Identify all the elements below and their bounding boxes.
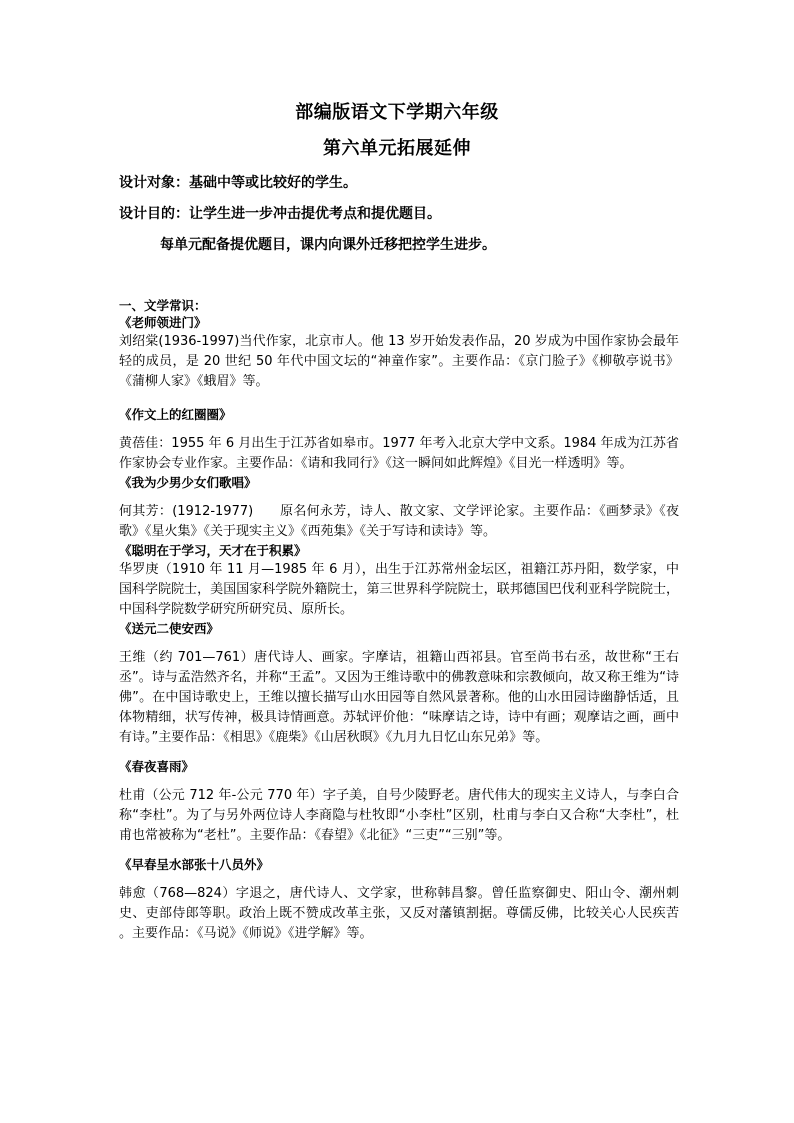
entry-body: 刘绍棠(1936-1997)当代作家，北京市人。他 13 岁开始发表作品，20 岁成为中国作家协会最年轻的成员，是 20 世纪 50 年代中国文坛的“神童作家”。主要作品：《京门脸子》《柳敬亭说书》《蒲柳人家》《蛾眉》等。	[119, 334, 679, 389]
entry-body: 王维（约 701—761）唐代诗人、画家。字摩诘，祖籍山西祁县。官至尚书右丞，故世称“王右丞”。诗与孟浩然齐名，并称“王孟”。又因为王维诗歌中的佛教意味和宗教倾向，故又称王维为“诗佛”。在中国诗歌史上，王维以擅长描写山水田园等自然风景著称。他的山水田园诗幽静恬适，且体物精细，状写传神，极具诗情画意。苏轼评价他：“味摩诘之诗，诗中有画；观摩诘之画，画中有诗。”主要作品：《相思》《鹿柴》《山居秋暝》《九月九日忆山东兄弟》等。	[119, 650, 679, 745]
design-target: 设计对象：基础中等或比较好的学生。	[119, 175, 357, 191]
section-heading: 一、文学常识：	[119, 298, 207, 313]
entry-title: 《早春呈水部张十八员外》	[119, 857, 270, 872]
design-note: 每单元配备提优题目，课内向课外迁移把控学生进步。	[160, 237, 496, 253]
entry-body: 韩愈（768—824）字退之，唐代诗人、文学家，世称韩昌黎。曾任监察御史、阳山令、潮州刺史、吏部侍郎等职。政治上既不赞成改革主张，又反对藩镇割据。尊儒反佛，比较关心人民疾苦 。主要作品：《马说》《师说》《进学解》等。	[119, 886, 679, 941]
entry-title: 《我为少男少女们歌唱》	[119, 475, 257, 490]
entry-body: 何其芳：(1912-1977) 原名何永芳，诗人、散文家、文学评论家。主要作品：《画梦录》《夜歌》《星火集》《关于现实主义》《西苑集》《关于写诗和读诗》等。	[119, 504, 679, 539]
entry-title: 《老师领进门》	[119, 315, 207, 330]
entry-title: 《聪明在于学习，天才在于积累》	[119, 543, 307, 558]
entry-title: 《送元二使安西》	[119, 621, 220, 636]
literature-section	[119, 297, 679, 944]
entry-body: 黄蓓佳：1955 年 6 月出生于江苏省如皋市。1977 年考入北京大学中文系。1984 年成为江苏省作家协会专业作家。主要作品：《请和我同行》《这一瞬间如此辉煌》《目光一样透明》等。	[119, 436, 679, 471]
entry-body: 杜甫（公元 712 年-公元 770 年）字子美，自号少陵野老。唐代伟大的现实主义诗人，与李白合称“李杜”。为了与另外两位诗人李商隐与杜牧即“小李杜”区别，杜甫与李白又合称“大李杜”，杜甫也常被称为“老杜”。主要作品：《春望》《北征》“三吏”“三别”等。	[119, 788, 679, 843]
page-title: 部编版语文下学期六年级	[295, 102, 499, 123]
design-purpose: 设计目的：让学生进一步冲击提优考点和提优题目。	[119, 206, 441, 222]
entry-title: 《作文上的红圈圈》	[119, 407, 232, 422]
page-subtitle: 第六单元拓展延伸	[323, 138, 471, 159]
entry-body: 华罗庚（1910 年 11 月—1985 年 6 月），出生于江苏常州金坛区，祖籍江苏丹阳，数学家，中国科学院院士，美国国家科学院外籍院士，第三世界科学院院士，联邦德国巴伐利亚科学院院士，中国科学院数学研究所研究员、原所长。	[119, 562, 679, 617]
entry-title: 《春夜喜雨》	[119, 759, 195, 774]
